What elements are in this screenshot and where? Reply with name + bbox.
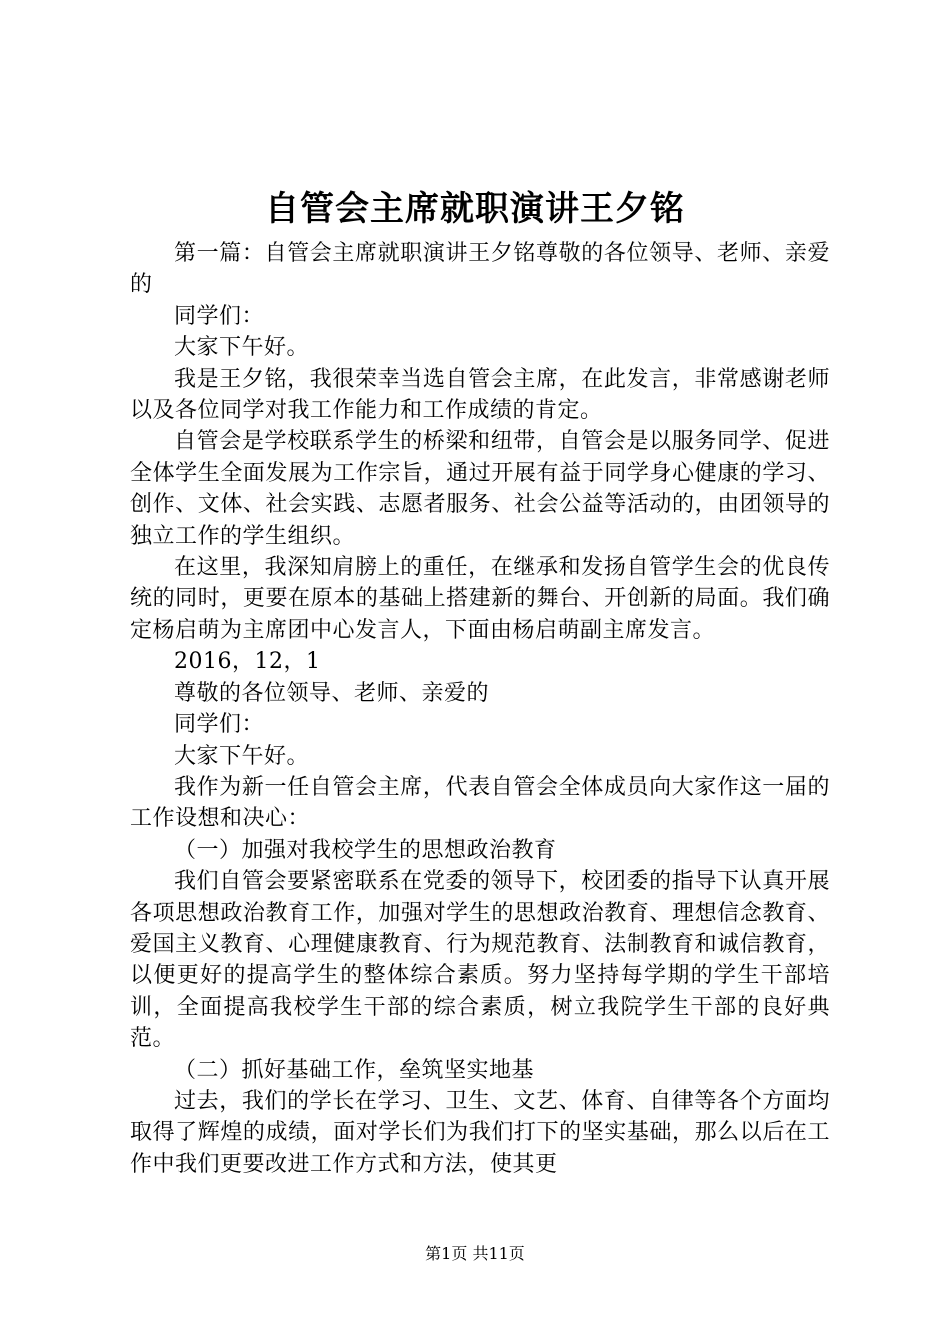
- paragraph: 我是王夕铭，我很荣幸当选自管会主席，在此发言，非常感谢老师以及各位同学对我工作能力和工作成绩的肯定。: [130, 366, 830, 424]
- paragraph: 我作为新一任自管会主席，代表自管会全体成员向大家作这一届的工作设想和决心：: [130, 774, 830, 832]
- paragraph: 大家下午好。: [174, 335, 310, 361]
- paragraph: 在这里，我深知肩膀上的重任，在继承和发扬自管学生会的优良传统的同时，更要在原本的基础上搭建新的舞台、开创新的局面。我们确定杨启萌为主席团中心发言人，下面由杨启萌副主席发言。: [130, 555, 830, 643]
- paragraph: 我们自管会要紧密联系在党委的领导下，校团委的指导下认真开展各项思想政治教育工作，加强对学生的思想政治教育、理想信念教育、爱国主义教育、心理健康教育、行为规范教育、法制教育和诚信教育，以便更好的提高学生的整体综合素质。努力坚持每学期的学生干部培训，全面提高我校学生干部的综合素质，树立我院学生干部的良好典范。: [130, 869, 830, 1052]
- paragraph: 同学们：: [174, 303, 265, 329]
- page-number-footer: 第1页 共11页: [425, 1244, 525, 1263]
- paragraph: 第一篇：自管会主席就职演讲王夕铭尊敬的各位领导、老师、亲爱的: [130, 241, 830, 298]
- document-title: 自管会主席就职演讲王夕铭: [265, 189, 685, 229]
- paragraph: 尊敬的各位领导、老师、亲爱的: [174, 680, 490, 706]
- document-body: [130, 238, 830, 1180]
- paragraph: 大家下午好。: [174, 743, 310, 769]
- paragraph: 过去，我们的学长在学习、卫生、文艺、体育、自律等各个方面均取得了辉煌的成绩，面对学长们为我们打下的坚实基础，那么以后在工作中我们更要改进工作方式和方法，使其更: [130, 1088, 830, 1177]
- section-heading: （二）抓好基础工作，垒筑坚实地基: [174, 1057, 535, 1083]
- paragraph: 自管会是学校联系学生的桥梁和纽带，自管会是以服务同学、促进全体学生全面发展为工作宗旨，通过开展有益于同学身心健康的学习、创作、文体、社会实践、志愿者服务、社会公益等活动的，由团领导的独立工作的学生组织。: [130, 429, 830, 549]
- paragraph: 同学们：: [174, 712, 265, 738]
- paragraph-date: 2016，12，1: [174, 649, 321, 675]
- section-heading: （一）加强对我校学生的思想政治教育: [174, 837, 557, 863]
